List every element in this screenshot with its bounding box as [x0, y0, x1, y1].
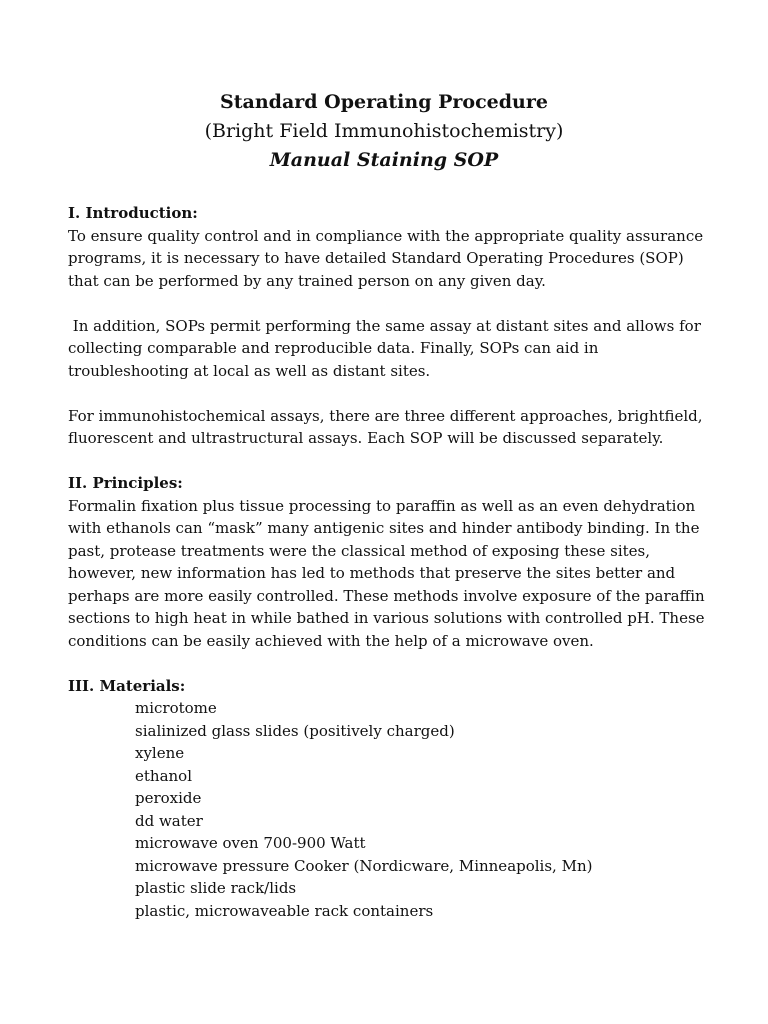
list-item: sialinized glass slides (positively charged): [135, 721, 455, 740]
text-line: programs, it is necessary to have detailed Standard Operating Procedures (SOP): [68, 249, 684, 267]
text-line: To ensure quality control and in compliance with the appropriate quality assurance: [68, 226, 704, 245]
section-heading-introduction: I. Introduction:: [68, 204, 198, 222]
materials-list: [68, 697, 728, 922]
text-line: past, protease treatments were the classical method of exposing these sites,: [68, 541, 651, 560]
text-line: that can be performed by any trained person on any given day.: [68, 271, 546, 290]
list-item: microtome: [135, 699, 217, 717]
section-heading-materials: III. Materials:: [68, 676, 186, 695]
text-line: fluorescent and ultrastructural assays. Each SOP will be discussed separately.: [68, 429, 664, 447]
document-subtitle-italic: Manual Staining SOP: [269, 149, 499, 171]
text-line: collecting comparable and reproducible data. Finally, SOPs can aid in: [68, 339, 599, 357]
paragraph-gap: [68, 292, 728, 315]
text-line: however, new information has led to methods that preserve the sites better and: [68, 564, 676, 582]
list-item: ethanol: [135, 766, 192, 785]
paragraph-gap: [68, 652, 728, 675]
text-line: troubleshooting at local as well as distant sites.: [68, 361, 431, 380]
paragraph-gap: [68, 382, 728, 405]
text-line: For immunohistochemical assays, there are three different approaches, brightfield,: [68, 406, 703, 425]
list-item: plastic, microwaveable rack containers: [135, 901, 434, 920]
text-line: perhaps are more easily controlled. These methods involve exposure of the paraffin: [68, 586, 705, 605]
list-item: dd water: [135, 811, 203, 830]
section-heading-principles: II. Principles:: [68, 474, 183, 492]
title-block: [0, 88, 768, 175]
document-body: [68, 202, 728, 922]
list-item: xylene: [135, 744, 185, 762]
list-item: plastic slide rack/lids: [135, 879, 297, 897]
text-line: sections to high heat in while bathed in various solutions with controlled pH. These: [68, 609, 705, 627]
list-item: microwave pressure Cooker (Nordicware, Minneapolis, Mn): [135, 856, 593, 875]
principles-paragraph: [68, 495, 728, 653]
list-item: peroxide: [135, 789, 202, 807]
text-line: conditions can be easily achieved with the help of a microwave oven.: [68, 631, 594, 650]
introduction-paragraph-2: [68, 315, 728, 383]
document-title: Standard Operating Procedure: [220, 91, 548, 113]
introduction-paragraph-3: [68, 405, 728, 450]
list-item: microwave oven 700-900 Watt: [135, 834, 366, 852]
introduction-paragraph-1: [68, 225, 728, 293]
text-line: with ethanols can “mask” many antigenic sites and hinder antibody binding. In the: [68, 519, 700, 537]
text-line: Formalin fixation plus tissue processing to paraffin as well as an even dehydration: [68, 496, 696, 515]
paragraph-gap: [68, 450, 728, 473]
document-subtitle: (Bright Field Immunohistochemistry): [204, 120, 564, 142]
text-line: In addition, SOPs permit performing the same assay at distant sites and allows for: [68, 316, 701, 335]
